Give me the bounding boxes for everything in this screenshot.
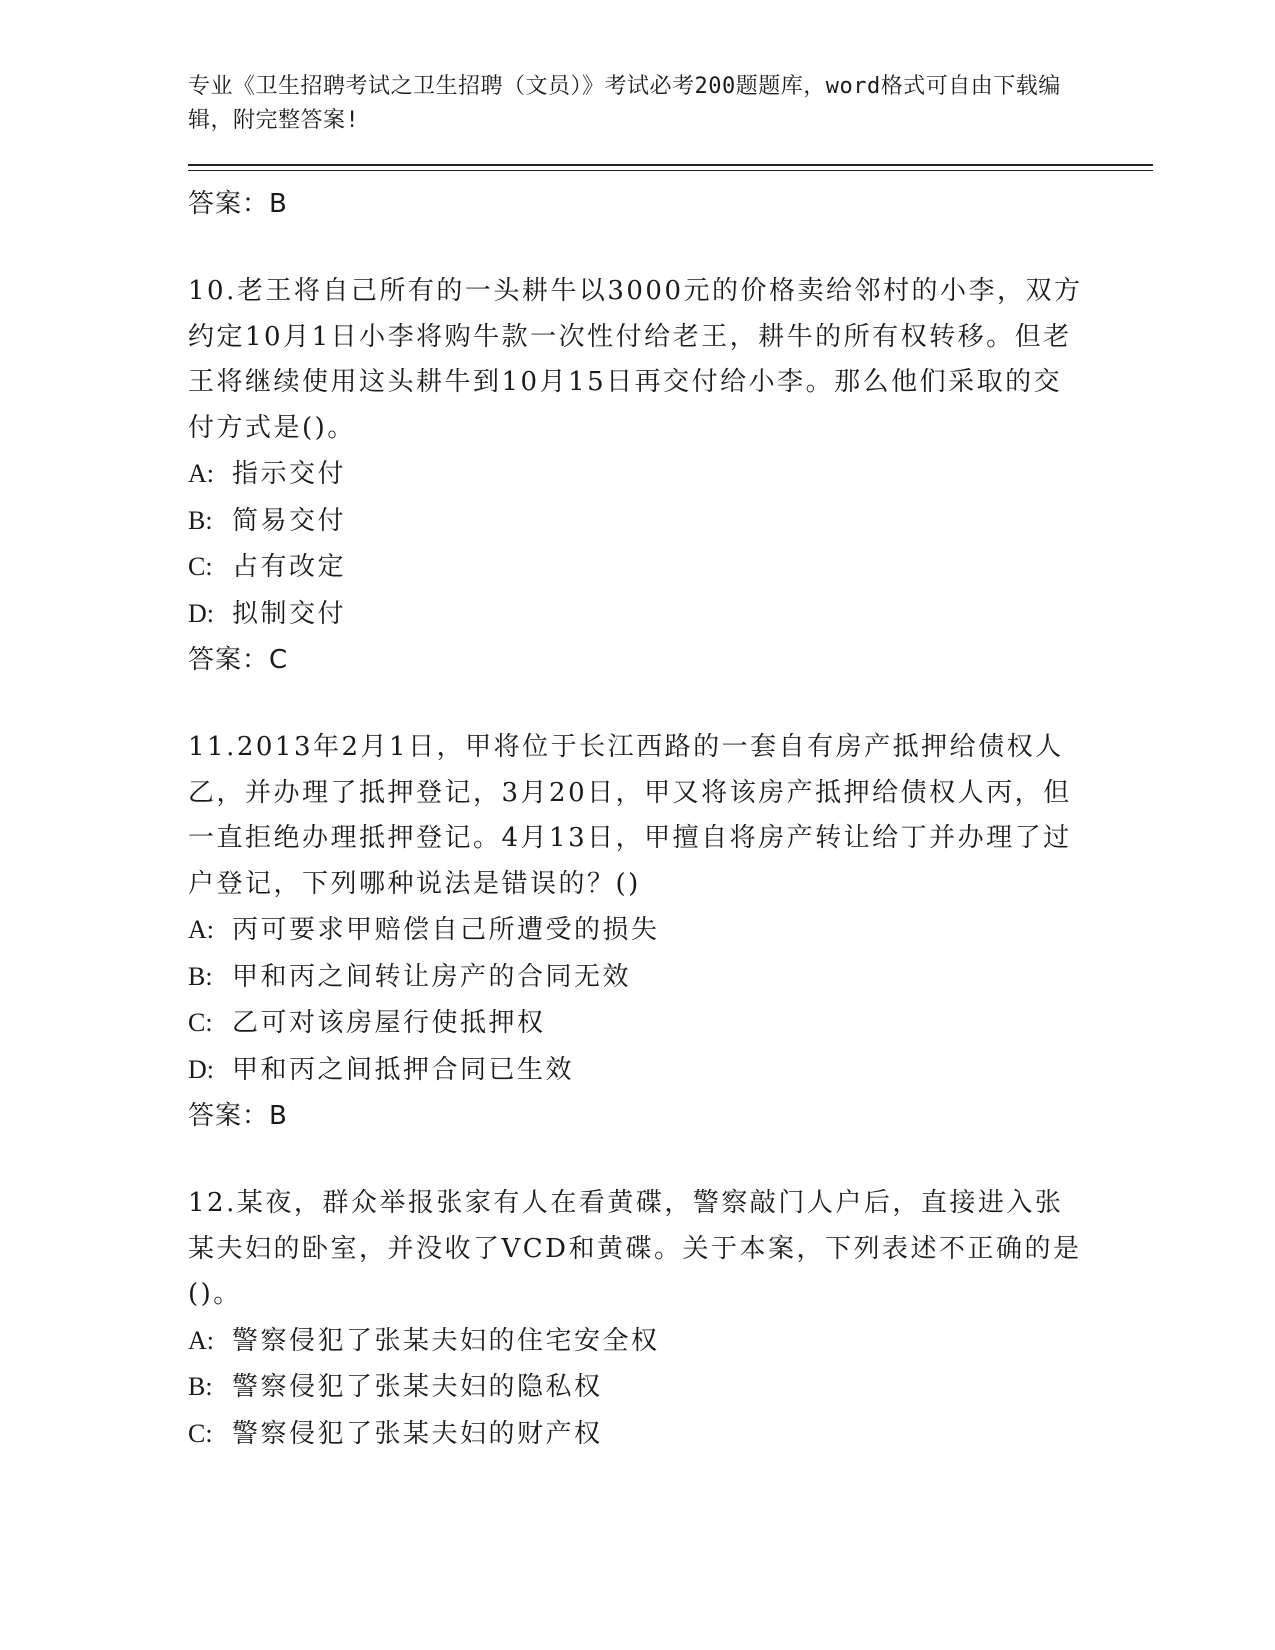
question-block [188, 725, 1153, 1139]
option-text: 占有改定 [232, 552, 347, 582]
document-page [188, 70, 1153, 1457]
option-text: 乙可对该房屋行使抵押权 [232, 1008, 546, 1038]
option-key: C: [188, 1418, 213, 1448]
question-block [188, 269, 1153, 683]
question-stem: 12.某夜，群众举报张家有人在看黄碟，警察敲门人户后，直接进入张某夫妇的卧室，并没收了VCD和黄碟。关于本案，下列表述不正确的是()。 [188, 1188, 1082, 1309]
option-c [188, 1411, 1153, 1458]
option-key: B: [188, 505, 213, 535]
option-text: 甲和丙之间转让房产的合同无效 [232, 961, 632, 992]
option-key: B: [188, 1372, 213, 1401]
option-key: C: [188, 1008, 213, 1037]
option-key: D: [188, 1054, 214, 1084]
answer-text: 答案：B [188, 189, 288, 219]
question-stem: 11.2013年2月1日，甲将位于长江西路的一套自有房产抵押给债权人乙，并办理了抵押登记，3月20日，甲又将该房产抵押给债权人丙，但一直拒绝办理抵押登记。4月13日，甲擅自将房产转让给丁并办理了过户登记，下列哪种说法是错误的？() [188, 732, 1072, 899]
option-key: C: [188, 552, 213, 581]
option-c [188, 1000, 1153, 1047]
option-b [188, 498, 1153, 545]
option-d [188, 591, 1153, 638]
question-stem: 10.老王将自己所有的一头耕牛以3000元的价格卖给邻村的小李，双方约定10月1日小李将购牛款一次性付给老王，耕牛的所有权转移。但老王将继续使用这头耕牛到10月15日再交付给小李。那么他们采取的交付方式是()。 [188, 276, 1083, 443]
option-key: A: [188, 1325, 214, 1355]
option-key: A: [188, 459, 214, 488]
question-block [188, 1181, 1153, 1457]
option-text: 简易交付 [232, 505, 347, 536]
option-a [188, 451, 1153, 498]
option-c [188, 544, 1153, 591]
option-key: B: [188, 961, 213, 991]
header-divider [188, 164, 1153, 171]
answer-text: 答案：C [188, 645, 289, 675]
document-header: 专业《卫生招聘考试之卫生招聘（文员）》考试必考200题题库，word格式可自由下载编辑，附完整答案! [188, 74, 1061, 133]
answer-text: 答案：B [188, 1101, 288, 1131]
option-text: 警察侵犯了张某夫妇的财产权 [232, 1418, 603, 1449]
option-text: 指示交付 [232, 459, 347, 489]
option-text: 甲和丙之间抵押合同已生效 [232, 1054, 575, 1085]
option-b [188, 954, 1153, 1001]
option-text: 丙可要求甲赔偿自己所遭受的损失 [232, 915, 660, 945]
option-text: 警察侵犯了张某夫妇的住宅安全权 [232, 1325, 660, 1356]
option-d [188, 1047, 1153, 1094]
option-key: D: [188, 598, 214, 628]
option-key: A: [188, 915, 214, 944]
option-a [188, 907, 1153, 954]
option-text: 拟制交付 [232, 598, 347, 629]
option-text: 警察侵犯了张某夫妇的隐私权 [232, 1372, 603, 1402]
option-a [188, 1318, 1153, 1365]
option-b [188, 1364, 1153, 1411]
